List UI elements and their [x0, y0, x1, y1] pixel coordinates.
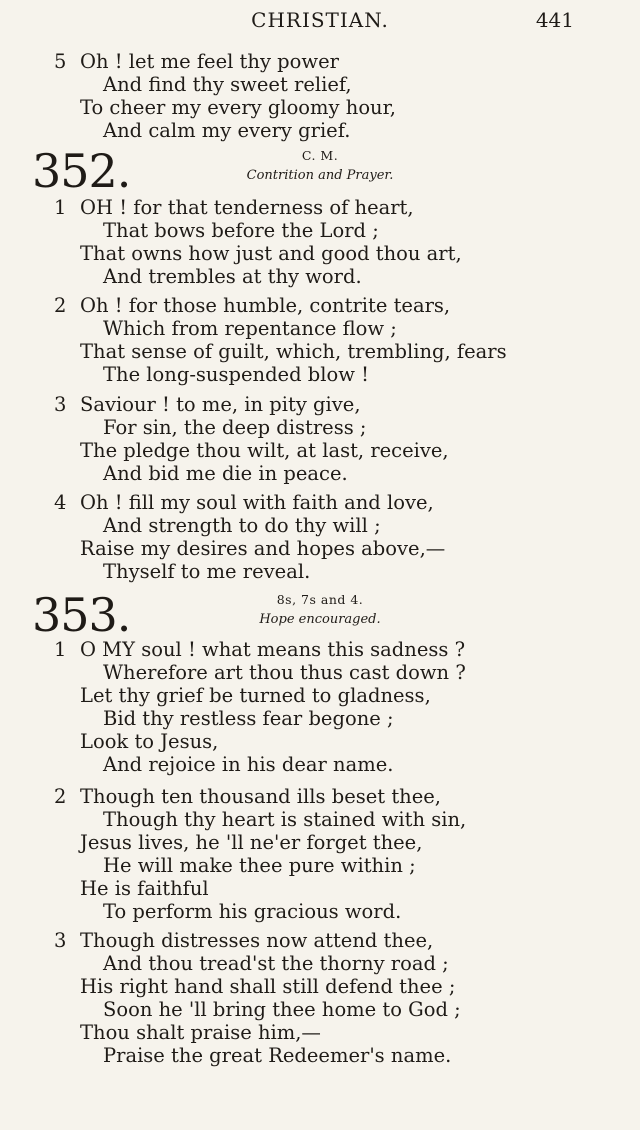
verse-line: Thou shalt praise him,—	[80, 1021, 321, 1044]
stanza	[0, 491, 640, 583]
hymn-subtitle: Contrition and Prayer.	[246, 168, 394, 183]
stanza	[0, 393, 640, 485]
verse-line: Raise my desires and hopes above,—	[80, 537, 446, 560]
stanza	[0, 294, 640, 386]
hymn-number: 352.	[32, 144, 131, 198]
verse-line: Praise the great Redeemer's name.	[103, 1044, 452, 1067]
stanza	[0, 785, 640, 923]
running-header-title: CHRISTIAN.	[251, 8, 389, 32]
verse-line: His right hand shall still defend thee ;	[80, 975, 456, 998]
verse-line: For sin, the deep distress ;	[103, 416, 367, 439]
verse-line: Let thy grief be turned to gladness,	[80, 684, 431, 707]
verse-line: That owns how just and good thou art,	[80, 242, 462, 265]
verse-line: That sense of guilt, which, trembling, fears	[80, 340, 507, 363]
verse-line: Which from repentance flow ;	[103, 317, 397, 340]
verse-line: Look to Jesus,	[80, 730, 219, 753]
stanza	[0, 638, 640, 776]
verse-line: Jesus lives, he 'll ne'er forget thee,	[80, 831, 423, 854]
verse-line: And find thy sweet relief,	[103, 73, 352, 96]
stanza-number: 2	[54, 785, 67, 808]
stanza-number: 3	[54, 393, 67, 416]
verse-line: The pledge thou wilt, at last, receive,	[80, 439, 449, 462]
stanza-number: 4	[54, 491, 67, 514]
verse-line: And thou tread'st the thorny road ;	[103, 952, 449, 975]
verse-line: 1 O MY soul ! what means this sadness ?	[54, 638, 466, 661]
verse-line: Thyself to me reveal.	[103, 560, 311, 583]
verse-line: 3 Though distresses now attend thee,	[54, 929, 434, 952]
verse-line: 4 Oh ! fill my soul with faith and love,	[54, 491, 434, 514]
verse-line: 1 OH ! for that tenderness of heart,	[54, 196, 414, 219]
verse-line: Though thy heart is stained with sin,	[103, 808, 467, 831]
verse-line: Bid thy restless fear begone ;	[103, 707, 394, 730]
verse-line: He will make thee pure within ;	[103, 854, 416, 877]
hymn-number: 353.	[32, 588, 131, 642]
stanza	[0, 196, 640, 288]
verse-line: And calm my every grief.	[103, 119, 351, 142]
verse-line: 2 Though ten thousand ills beset thee,	[54, 785, 441, 808]
verse-line: To perform his gracious word.	[103, 900, 402, 923]
verse-line: And rejoice in his dear name.	[103, 753, 394, 776]
hymn-meter: C. M.	[301, 148, 339, 163]
stanza-number: 5	[54, 50, 67, 73]
verse-line: That bows before the Lord ;	[103, 219, 379, 242]
stanza	[0, 50, 640, 142]
verse-line: 3 Saviour ! to me, in pity give,	[54, 393, 361, 416]
verse-line: Wherefore art thou thus cast down ?	[103, 661, 466, 684]
page-number: 441	[535, 8, 574, 32]
verse-line: To cheer my every gloomy hour,	[80, 96, 396, 119]
stanza-number: 3	[54, 929, 67, 952]
verse-line: He is faithful	[80, 877, 209, 900]
verse-line: And bid me die in peace.	[103, 462, 348, 485]
verse-line: 5 Oh ! let me feel thy power	[54, 50, 339, 73]
hymn-subtitle: Hope encouraged.	[259, 612, 381, 627]
hymn-meter: 8s, 7s and 4.	[276, 592, 364, 607]
verse-line: 2 Oh ! for those humble, contrite tears,	[54, 294, 451, 317]
stanza-number: 2	[54, 294, 67, 317]
verse-line: And trembles at thy word.	[103, 265, 362, 288]
stanza-number: 1	[54, 196, 67, 219]
stanza-number: 1	[54, 638, 67, 661]
verse-line: Soon he 'll bring thee home to God ;	[103, 998, 461, 1021]
stanza	[0, 929, 640, 1067]
verse-line: And strength to do thy will ;	[103, 514, 381, 537]
verse-line: The long-suspended blow !	[103, 363, 369, 386]
